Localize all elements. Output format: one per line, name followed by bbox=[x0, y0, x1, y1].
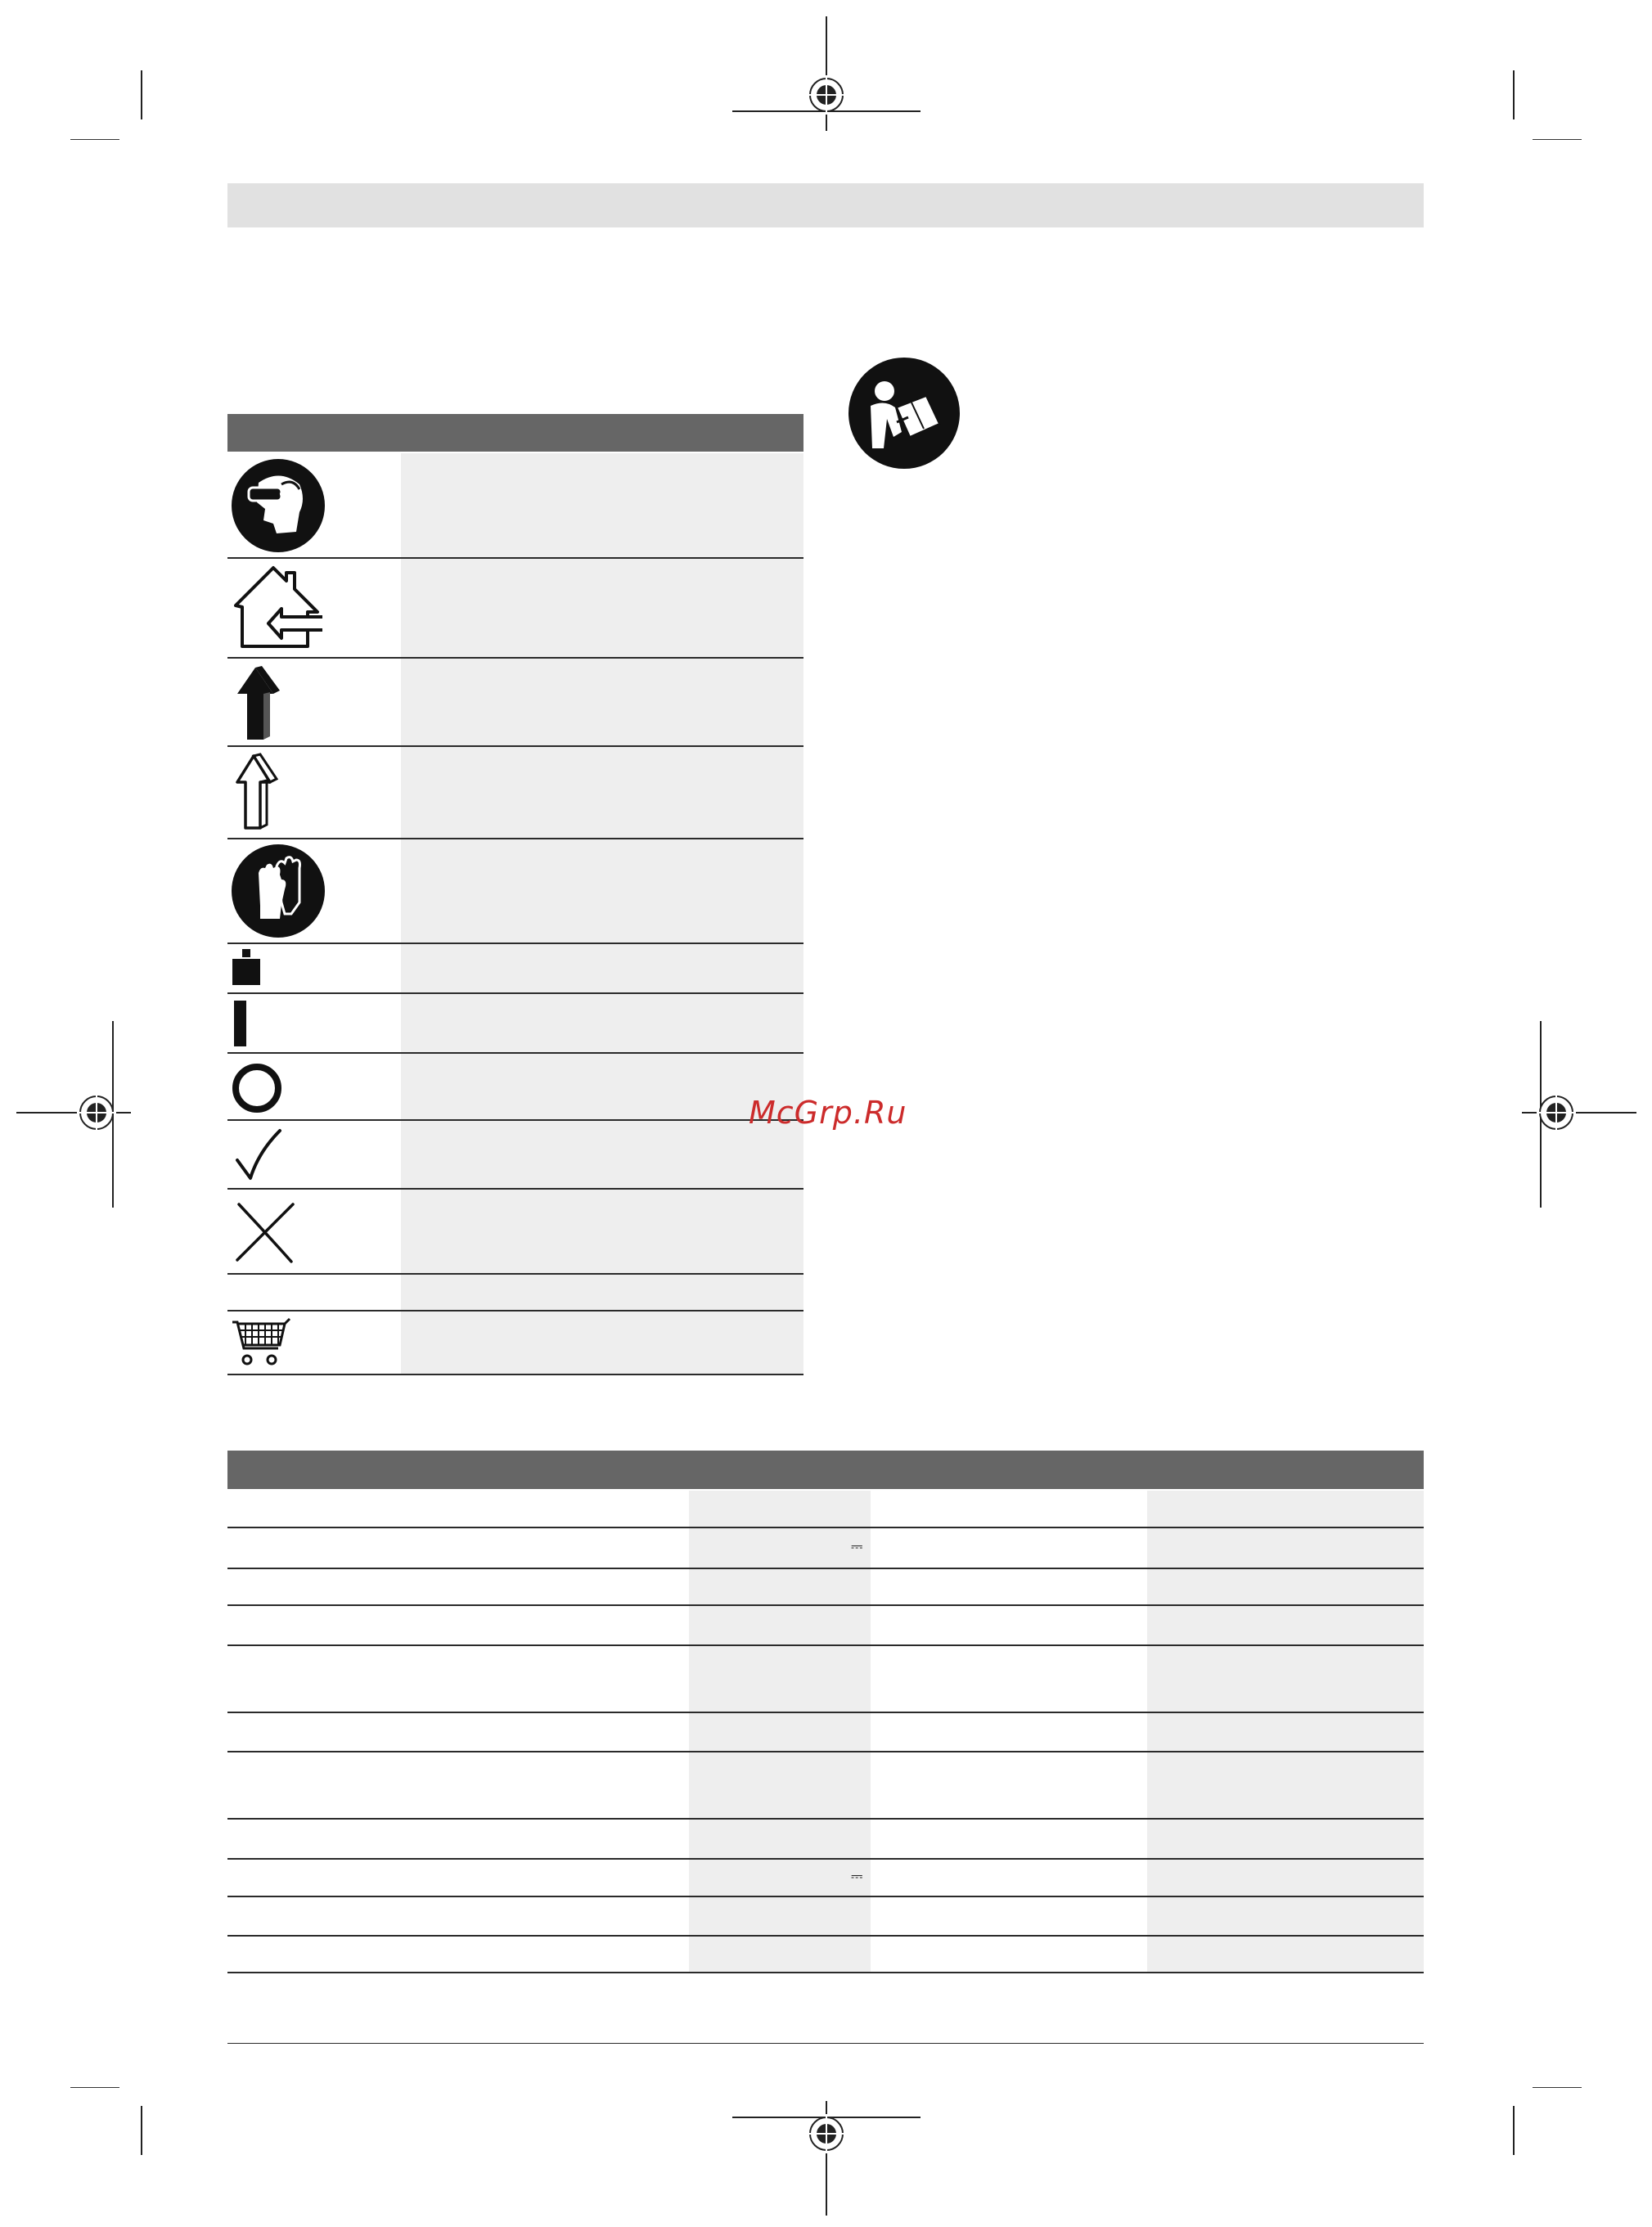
symbol-desc-cell bbox=[401, 944, 803, 992]
symbol-desc-cell bbox=[401, 747, 803, 838]
symbol-desc-cell bbox=[401, 559, 803, 657]
check-mark-icon bbox=[234, 1127, 285, 1181]
shopping-cart-icon bbox=[231, 1317, 291, 1368]
symbols-table-header bbox=[227, 414, 803, 452]
symbol-desc-cell bbox=[401, 1190, 803, 1273]
indoor-use-house-icon bbox=[232, 565, 326, 653]
registration-mark-bottom-icon bbox=[732, 2101, 921, 2216]
cross-mark-icon bbox=[232, 1199, 299, 1266]
symbol-desc-cell bbox=[401, 659, 803, 745]
read-manual-icon bbox=[848, 357, 961, 470]
registration-mark-right-icon bbox=[1522, 1064, 1636, 1162]
safety-goggles-icon bbox=[231, 458, 326, 553]
weight-icon bbox=[231, 947, 263, 988]
symbol-desc-cell bbox=[401, 994, 803, 1052]
symbol-desc-cell bbox=[401, 1275, 803, 1310]
protective-gloves-icon bbox=[231, 844, 326, 938]
dc-voltage-symbol: ⎓ bbox=[851, 1538, 863, 1555]
value-column-a bbox=[689, 1491, 871, 1972]
dc-voltage-symbol: ⎓ bbox=[851, 1868, 863, 1885]
arrow-solid-up-icon bbox=[234, 664, 283, 743]
symbol-desc-cell bbox=[401, 1121, 803, 1188]
symbol-desc-cell bbox=[401, 453, 803, 557]
symbol-desc-cell bbox=[401, 1311, 803, 1374]
technical-data-header bbox=[227, 1451, 1424, 1489]
registration-mark-top-icon bbox=[732, 16, 921, 131]
value-column-c bbox=[1147, 1491, 1424, 1972]
symbol-desc-cell bbox=[401, 1054, 803, 1119]
switch-off-icon bbox=[231, 1062, 283, 1114]
symbol-desc-cell bbox=[401, 839, 803, 943]
footer-rule bbox=[227, 2043, 1424, 2044]
header-band bbox=[227, 183, 1424, 227]
registration-mark-left-icon bbox=[16, 1064, 131, 1162]
watermark: McGrp.Ru bbox=[749, 1095, 907, 1131]
arrow-outline-up-icon bbox=[234, 753, 283, 831]
switch-on-icon bbox=[232, 999, 249, 1048]
